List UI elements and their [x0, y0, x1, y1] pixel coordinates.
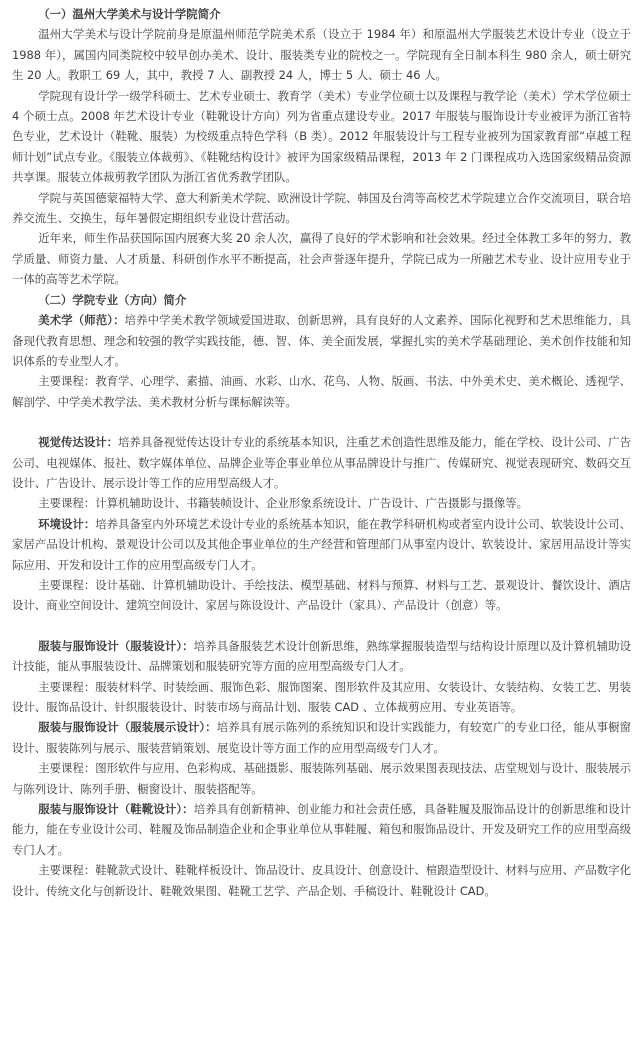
spacer — [12, 412, 631, 432]
major-courses: 主要课程：教育学、心理学、素描、油画、水彩、山水、花鸟、人物、版画、书法、中外美术史、美术概论、透视学、解剖学、中学美术教学法、美术教材分析与课标解读等。 — [12, 374, 631, 409]
section2-title: （二）学院专业（方向）简介 — [38, 292, 187, 307]
major-paragraph — [12, 310, 631, 371]
major-description: 培养具备室内外环境艺术设计专业的系统基本知识，能在教学科研机构或者室内设计公司、软装设计公司、家居产品设计机构、景观设计公司以及其他企事业单位的生产经营和管理部门从事室内设计、软装设计、家居用品设计等实际应用、开发和设计工作的应用型高级专门人才。 — [12, 516, 631, 572]
major-paragraph — [12, 432, 631, 493]
major-name: 服装与服饰设计（鞋靴设计）： — [38, 802, 194, 817]
major-description: 培养具备视觉传达设计专业的系统基本知识，注重艺术创造性思维及能力，能在学校、设计公司、广告公司、电视媒体、报社、数字媒体单位、品牌企业等企事业单位从事品牌设计与推广、传媒研究、视觉表现研究、数码交互设计、广告设计、展示设计等工作的应用型高级人才。 — [12, 435, 631, 490]
major-name: 美术学（师范）： — [38, 313, 125, 328]
major-name: 服装与服饰设计（服装展示设计）： — [38, 720, 217, 735]
section1-paragraph: 学院与英国德蒙福特大学、意大利新美术学院、欧洲设计学院、韩国及台湾等高校艺术学院建立合作交流项目，联合培养交流生、交换生，每年暑假定期组织专业设计营活动。 — [12, 190, 631, 226]
major-description: 培养具有创新精神、创业能力和社会责任感，具备鞋履及服饰品设计的创新思维和设计能力，能在专业设计公司、鞋履及饰品制造企业和企事业单位从事鞋履、箱包和服饰品设计、开发及研究工作的应用型高级专门人才。 — [12, 802, 631, 857]
major-paragraph — [12, 636, 631, 677]
section1-paragraph: 近年来，师生作品获国际国内展赛大奖 20 余人次，赢得了良好的学术影响和社会效果。经过全体教工多年的努力，教学质量、师资力量、人才质量、科研创作水平不断提高，社会声誉逐年提升，学院已成为一所融艺术专业、设计应用专业于一体的高等艺术学院。 — [12, 231, 631, 287]
spacer — [12, 616, 631, 636]
major-name: 视觉传达设计： — [38, 435, 119, 450]
major-name: 服装与服饰设计（服装设计）： — [38, 638, 194, 653]
section1-paragraph: 温州大学美术与设计学院前身是原温州师范学院美术系（设立于 1984 年）和原温州大学服装艺术设计专业（设立于 1988 年），属国内同类院校中较早创办美术、设计、服装类专业的院校之一。学院现有全日制本科生 980 余人，硕士研究生 20 人。教职工 69 人，其中，教授 7 人、副教授 24 人，博士 5 人、硕士 46 人。 — [12, 27, 631, 83]
major-paragraph — [12, 514, 631, 575]
major-paragraph — [12, 717, 631, 758]
major-description: 培养具备服装艺术设计创新思维，熟练掌握服装造型与结构设计原理以及计算机辅助设计技能，能从事服装设计、品牌策划和服装研究等方面的应用型高级专门人才。 — [12, 638, 631, 674]
major-courses: 主要课程：图形软件与应用、色彩构成、基础摄影、服装陈列基础、展示效果图表现技法、店堂规划与设计、服装展示与陈列设计、陈列手册、橱窗设计、服装搭配等。 — [12, 761, 631, 796]
major-paragraph — [12, 799, 631, 860]
major-courses: 主要课程：鞋靴款式设计、鞋靴样板设计、饰品设计、皮具设计、创意设计、楦跟造型设计、材料与应用、产品数字化设计、传统文化与创新设计、鞋靴效果图、鞋靴工艺学、产品企划、手稿设计、鞋靴设计 CAD。 — [12, 863, 631, 898]
major-description: 培养具有展示陈列的系统知识和设计实践能力，有较宽广的专业口径，能从事橱窗设计、服装陈列与展示、服装营销策划、展览设计等方面工作的应用型高级专门人才。 — [12, 720, 631, 755]
major-description: 培养中学美术教学领域爱国进取、创新思辨，具有良好的人文素养、国际化视野和艺术思维能力，具备现代教育思想、理念和较强的教学实践技能，德、智、体、美全面发展，掌握扎实的美术学基础理论、美术创作技能和知识体系的专业型人才。 — [12, 313, 631, 368]
major-courses: 主要课程：服装材料学、时装绘画、服饰色彩、服饰图案、图形软件及其应用、女装设计、女装结构、女装工艺、男装设计、服饰品设计、针织服装设计、时装市场与商品计划、服装 CAD 、立体裁剪应用、专业英语等。 — [12, 679, 631, 714]
major-name: 环境设计： — [38, 516, 96, 531]
section1-title: （一）温州大学美术与设计学院简介 — [38, 7, 221, 21]
major-courses: 主要课程：计算机辅助设计、书籍装帧设计、企业形象系统设计、广告设计、广告摄影与摄像等。 — [38, 496, 529, 511]
major-courses: 主要课程：设计基础、计算机辅助设计、手绘技法、模型基础、材料与预算、材料与工艺、景观设计、餐饮设计、酒店设计、商业空间设计、建筑空间设计、家居与陈设设计、产品设计（家具）、产品设计（创意）等。 — [12, 577, 631, 613]
section1-paragraph: 学院现有设计学一级学科硕士、艺术专业硕士、教育学（美术）专业学位硕士以及课程与教学论（美术）学术学位硕士 4 个硕士点。2008 年艺术设计专业（鞋靴设计方向）列为省重点建设专业。2017 年服装与服饰设计专业被评为浙江省特色专业，艺术设计（鞋靴、服装）为校级重点特色学科（B 类）。2012 年服装设计与工程专业被列为国家教育部“卓越工程师计划”试点专业。《服装立体裁剪》、《鞋靴结构设计》被评为国家级精品课程，2013 年 2 门课程成功入选国家级精品资源共享课。服装立体裁剪教学团队为浙江省优秀教学团队。 — [12, 88, 631, 185]
